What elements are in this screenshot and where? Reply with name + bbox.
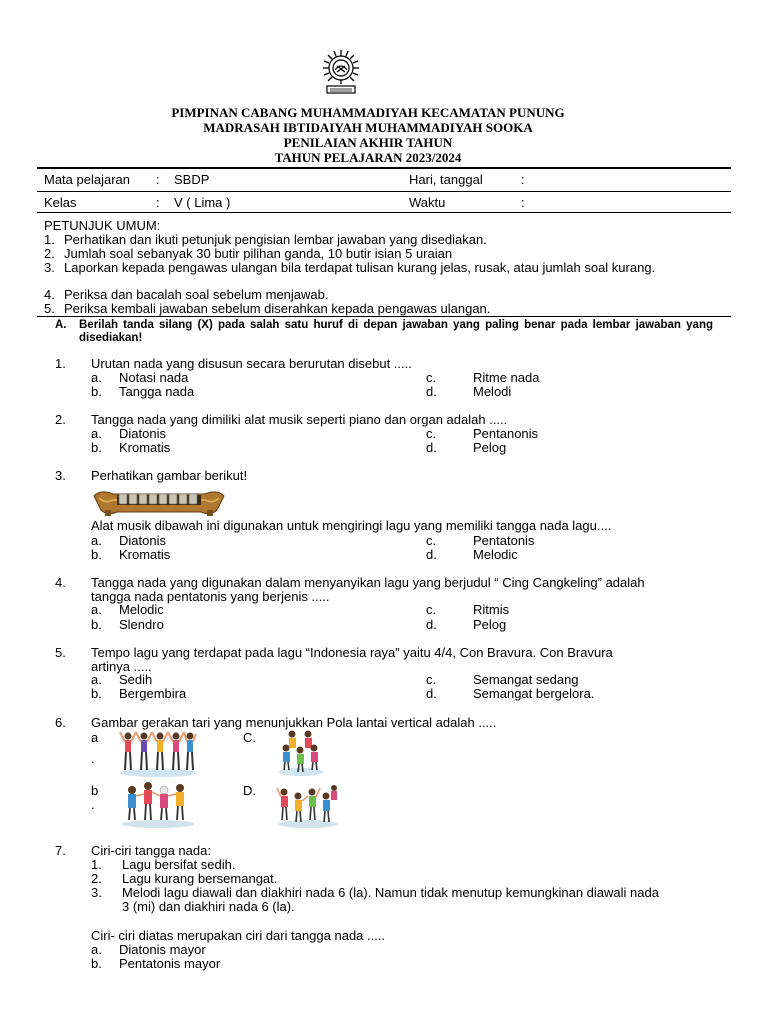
- option-letter: b.: [91, 440, 102, 455]
- option-text: Semangat bergelora.: [473, 686, 595, 701]
- question-text-2: Alat musik dibawah ini digunakan untuk mengiringi lagu yang memiliki tangga nada lagu....: [91, 518, 612, 533]
- question-text: Perhatikan gambar berikut!: [91, 468, 248, 483]
- question-text: Ciri-ciri tangga nada:: [91, 843, 211, 858]
- option-letter: b.: [91, 686, 102, 701]
- option-text: Sedih: [119, 672, 153, 687]
- class-value: V ( Lima ): [174, 195, 231, 210]
- option-letter: d.: [426, 547, 437, 562]
- option-text: Notasi nada: [119, 370, 189, 385]
- option-letter: a.: [91, 942, 102, 957]
- option-text: Bergembira: [119, 686, 187, 701]
- option-text: Pentatonis: [473, 533, 535, 548]
- subject-colon: :: [156, 172, 160, 187]
- question-number: 5.: [55, 645, 66, 660]
- option-letter: b.: [91, 384, 102, 399]
- option-letter: b.: [91, 956, 102, 971]
- question-number: 4.: [55, 575, 66, 590]
- class-colon: :: [156, 195, 160, 210]
- question-text: Urutan nada yang disusun secara berurutan disebut .....: [91, 356, 412, 371]
- option-text: Tangga nada: [119, 384, 195, 399]
- header-line-1: PIMPINAN CABANG MUHAMMADIYAH KECAMATAN PUNUNG: [171, 105, 565, 120]
- question-number: 3.: [55, 468, 66, 483]
- option-text: Ritme nada: [473, 370, 540, 385]
- option-letter: d.: [426, 384, 437, 399]
- question-number: 1.: [55, 356, 66, 371]
- subject-label: Mata pelajaran: [44, 172, 130, 187]
- option-letter: c.: [426, 426, 437, 441]
- list-number: 3.: [91, 885, 102, 900]
- question-text: Tangga nada yang dimiliki alat musik seperti piano dan organ adalah .....: [91, 412, 508, 427]
- option-letter: c.: [426, 533, 437, 548]
- option-letter: c.: [426, 672, 437, 687]
- list-text-cont: 3 (mi) dan diakhiri nada 6 (la).: [122, 899, 295, 914]
- option-letter: a.: [91, 370, 102, 385]
- question-number: 2.: [55, 412, 66, 427]
- question-number: 6.: [55, 715, 66, 730]
- option-dot: .: [91, 797, 95, 812]
- option-text: Diatonis: [119, 533, 166, 548]
- list-number: 1.: [91, 857, 102, 872]
- dance-pattern-c-image: [278, 728, 324, 776]
- option-letter: c.: [426, 602, 437, 617]
- day-colon: :: [521, 172, 525, 187]
- option-text: Ritmis: [473, 602, 510, 617]
- day-label: Hari, tanggal: [409, 172, 483, 187]
- option-text: Pelog: [473, 617, 507, 632]
- option-text: Pentanonis: [473, 426, 539, 441]
- option-letter: b: [91, 783, 99, 798]
- option-letter: a.: [91, 533, 102, 548]
- header-line-2: MADRASAH IBTIDAIYAH MUHAMMADIYAH SOOKA: [203, 120, 533, 135]
- subject-value: SBDP: [174, 172, 210, 187]
- option-text: Kromatis: [119, 547, 171, 562]
- header-divider: [37, 167, 731, 169]
- muhammadiyah-logo: [318, 48, 364, 96]
- time-colon: :: [521, 195, 525, 210]
- info-divider-2: [37, 212, 731, 213]
- option-letter: a: [91, 730, 99, 745]
- question-text: Gambar gerakan tari yang menunjukkan Pola lantai vertical adalah .....: [91, 715, 497, 730]
- option-letter: a.: [91, 672, 102, 687]
- option-letter: b.: [91, 617, 102, 632]
- dance-pattern-a-image: [118, 728, 198, 778]
- gamelan-image: [91, 486, 227, 518]
- option-text: Melodic: [119, 602, 164, 617]
- option-letter: a.: [91, 426, 102, 441]
- option-text: Melodi: [473, 384, 512, 399]
- option-letter: d.: [426, 686, 437, 701]
- instructions-divider: [37, 316, 731, 317]
- option-text: Kromatis: [119, 440, 171, 455]
- option-dot: .: [91, 751, 95, 766]
- option-text: Semangat sedang: [473, 672, 579, 687]
- question-text: Tempo lagu yang terdapat pada lagu “Indonesia raya” yaitu 4/4, Con Bravura. Con Bravura: [91, 645, 613, 660]
- info-divider: [37, 191, 731, 192]
- option-letter: a.: [91, 602, 102, 617]
- option-text: Diatonis mayor: [119, 942, 206, 957]
- instructions-title: PETUNJUK UMUM:: [44, 218, 161, 233]
- option-text: Pelog: [473, 440, 507, 455]
- class-label: Kelas: [44, 195, 77, 210]
- option-letter: D.: [243, 783, 256, 798]
- list-text: Lagu bersifat sedih.: [122, 857, 236, 872]
- question-text-cont: artinya .....: [91, 659, 152, 674]
- option-letter: c.: [426, 370, 437, 385]
- option-text: Diatonis: [119, 426, 166, 441]
- header-line-4: TAHUN PELAJARAN 2023/2024: [274, 150, 462, 165]
- question-text-cont: tangga nada pentatonis yang berjenis .....: [91, 589, 330, 604]
- list-number: 2.: [91, 871, 102, 886]
- list-text: Melodi lagu diawali dan diakhiri nada 6 (la). Namun tidak menutup kemungkinan diawali nada: [122, 885, 659, 900]
- dance-pattern-b-image: [120, 780, 196, 828]
- option-letter: d.: [426, 440, 437, 455]
- option-text: Pentatonis mayor: [119, 956, 221, 971]
- time-label: Waktu: [409, 195, 446, 210]
- option-text: Slendro: [119, 617, 164, 632]
- header-line-3: PENILAIAN AKHIR TAHUN: [283, 135, 453, 150]
- dance-pattern-d-image: [276, 782, 340, 828]
- question-number: 7.: [55, 843, 66, 858]
- option-letter: C.: [243, 730, 256, 745]
- option-letter: b.: [91, 547, 102, 562]
- option-text: Melodic: [473, 547, 518, 562]
- option-letter: d.: [426, 617, 437, 632]
- question-text: Tangga nada yang digunakan dalam menyanyikan lagu yang berjudul “ Cing Cangkeling” adalah: [91, 575, 645, 590]
- list-text: Lagu kurang bersemangat.: [122, 871, 278, 886]
- question-text-2: Ciri- ciri diatas merupakan ciri dari tangga nada .....: [91, 928, 386, 943]
